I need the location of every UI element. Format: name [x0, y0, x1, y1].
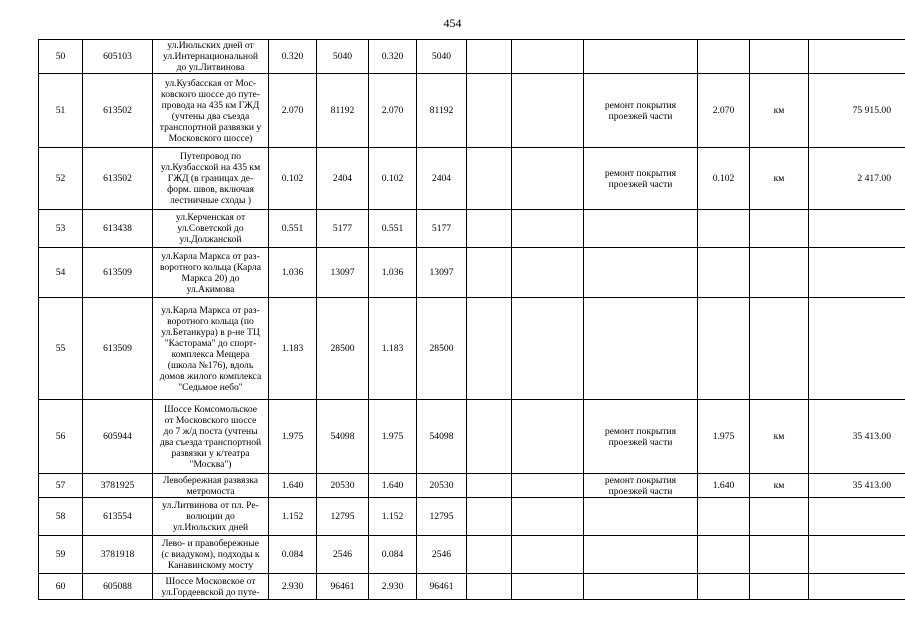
work-unit: км	[750, 74, 809, 148]
road-description: ул.Июльских дней от ул.Интернациональной до ул.Литвинова	[153, 40, 269, 74]
work-quantity: 0.102	[698, 148, 750, 210]
length-km-2: 0.551	[369, 210, 417, 248]
empty-cell	[512, 298, 584, 400]
table-row	[39, 40, 905, 74]
work-type: ремонт покрытия проезжей части	[584, 400, 698, 474]
empty-cell	[467, 536, 512, 574]
road-code: 613502	[83, 148, 153, 210]
empty-cell	[512, 148, 584, 210]
work-unit	[750, 298, 809, 400]
table-row	[39, 298, 905, 400]
area-m2-2: 5177	[417, 210, 467, 248]
road-code: 605103	[83, 40, 153, 74]
length-km: 2.930	[269, 574, 317, 600]
row-number: 60	[39, 574, 83, 600]
empty-cell	[467, 74, 512, 148]
length-km: 0.084	[269, 536, 317, 574]
row-number: 55	[39, 298, 83, 400]
length-km-2: 1.036	[369, 248, 417, 298]
road-description: ул.Литвинова от пл. Ре- волюции до ул.Июльских дней	[153, 498, 269, 536]
work-cost	[809, 536, 905, 574]
work-unit	[750, 536, 809, 574]
work-cost: 75 915.00	[809, 74, 905, 148]
area-m2: 81192	[317, 74, 369, 148]
length-km-2: 1.152	[369, 498, 417, 536]
table-row	[39, 148, 905, 210]
road-description: ул.Карла Маркса от раз- воротного кольца (по ул.Бетанкура) в р-не ТЦ "Касторама" до спорт- комплекса Мещера (школа №176), вдоль домов жилого комплекса "Седьмое небо"	[153, 298, 269, 400]
area-m2-2: 5040	[417, 40, 467, 74]
road-description: Лево- и правобережные (с виадуком), подходы к Канавинскому мосту	[153, 536, 269, 574]
road-code: 613438	[83, 210, 153, 248]
work-unit: км	[750, 474, 809, 498]
work-unit	[750, 248, 809, 298]
work-unit	[750, 210, 809, 248]
road-code: 613509	[83, 298, 153, 400]
length-km-2: 2.070	[369, 74, 417, 148]
area-m2-2: 2404	[417, 148, 467, 210]
area-m2: 2404	[317, 148, 369, 210]
length-km-2: 2.930	[369, 574, 417, 600]
area-m2-2: 54098	[417, 400, 467, 474]
road-code: 613509	[83, 248, 153, 298]
work-quantity: 2.070	[698, 74, 750, 148]
work-unit	[750, 40, 809, 74]
road-code: 3781918	[83, 536, 153, 574]
empty-cell	[512, 474, 584, 498]
work-cost	[809, 498, 905, 536]
table-row	[39, 210, 905, 248]
empty-cell	[512, 210, 584, 248]
row-number: 50	[39, 40, 83, 74]
row-number: 52	[39, 148, 83, 210]
area-m2: 5040	[317, 40, 369, 74]
work-type	[584, 40, 698, 74]
work-cost: 2 417.00	[809, 148, 905, 210]
area-m2-2: 28500	[417, 298, 467, 400]
work-type	[584, 536, 698, 574]
empty-cell	[467, 40, 512, 74]
road-code: 613554	[83, 498, 153, 536]
length-km: 1.975	[269, 400, 317, 474]
work-type	[584, 298, 698, 400]
area-m2-2: 81192	[417, 74, 467, 148]
row-number: 53	[39, 210, 83, 248]
empty-cell	[467, 400, 512, 474]
road-description: Шоссе Комсомольское от Московского шоссе до 7 ж/д поста (учтены два съезда транспортной развязки у к/театра "Москва")	[153, 400, 269, 474]
empty-cell	[467, 248, 512, 298]
work-type: ремонт покрытия проезжей части	[584, 74, 698, 148]
empty-cell	[467, 474, 512, 498]
empty-cell	[512, 498, 584, 536]
work-cost: 35 413.00	[809, 400, 905, 474]
work-quantity	[698, 298, 750, 400]
work-quantity	[698, 248, 750, 298]
work-quantity	[698, 210, 750, 248]
empty-cell	[512, 74, 584, 148]
empty-cell	[512, 574, 584, 600]
work-cost: 35 413.00	[809, 474, 905, 498]
work-unit: км	[750, 400, 809, 474]
roads-table	[38, 39, 905, 600]
area-m2: 54098	[317, 400, 369, 474]
empty-cell	[512, 40, 584, 74]
work-cost	[809, 210, 905, 248]
empty-cell	[467, 574, 512, 600]
row-number: 57	[39, 474, 83, 498]
area-m2: 96461	[317, 574, 369, 600]
row-number: 51	[39, 74, 83, 148]
length-km-2: 1.183	[369, 298, 417, 400]
area-m2: 5177	[317, 210, 369, 248]
work-type	[584, 498, 698, 536]
length-km: 1.640	[269, 474, 317, 498]
area-m2: 13097	[317, 248, 369, 298]
road-description: ул.Керченская от ул.Советской до ул.Должанской	[153, 210, 269, 248]
work-quantity	[698, 536, 750, 574]
row-number: 54	[39, 248, 83, 298]
road-description: ул.Карла Маркса от раз- воротного кольца (Карла Маркса 20) до ул.Акимова	[153, 248, 269, 298]
table-row	[39, 74, 905, 148]
empty-cell	[512, 248, 584, 298]
empty-cell	[512, 400, 584, 474]
table-row	[39, 536, 905, 574]
area-m2: 28500	[317, 298, 369, 400]
work-quantity	[698, 574, 750, 600]
empty-cell	[467, 298, 512, 400]
work-type: ремонт покрытия проезжей части	[584, 474, 698, 498]
work-type: ремонт покрытия проезжей части	[584, 148, 698, 210]
work-unit: км	[750, 148, 809, 210]
area-m2-2: 20530	[417, 474, 467, 498]
work-cost	[809, 40, 905, 74]
work-quantity: 1.975	[698, 400, 750, 474]
work-type	[584, 210, 698, 248]
length-km-2: 1.975	[369, 400, 417, 474]
work-unit	[750, 498, 809, 536]
length-km-2: 0.102	[369, 148, 417, 210]
work-quantity	[698, 40, 750, 74]
work-quantity: 1.640	[698, 474, 750, 498]
table-row	[39, 474, 905, 498]
empty-cell	[467, 498, 512, 536]
road-description: Путепровод по ул.Кузбасской на 435 км ГЖД (в границах де- форм. швов, включая лестничные сходы )	[153, 148, 269, 210]
length-km: 0.102	[269, 148, 317, 210]
length-km: 1.183	[269, 298, 317, 400]
length-km: 1.152	[269, 498, 317, 536]
road-description: Шоссе Московское от ул.Гордеевской до путе-	[153, 574, 269, 600]
length-km: 1.036	[269, 248, 317, 298]
empty-cell	[467, 148, 512, 210]
area-m2-2: 12795	[417, 498, 467, 536]
length-km-2: 0.084	[369, 536, 417, 574]
area-m2: 2546	[317, 536, 369, 574]
work-type	[584, 248, 698, 298]
table-row	[39, 400, 905, 474]
length-km: 2.070	[269, 74, 317, 148]
table-body	[39, 40, 905, 600]
road-code: 613502	[83, 74, 153, 148]
table-row	[39, 498, 905, 536]
length-km: 0.320	[269, 40, 317, 74]
area-m2: 20530	[317, 474, 369, 498]
row-number: 56	[39, 400, 83, 474]
road-description: ул.Кузбасская от Мос- ковского шоссе до путе- провода на 435 км ГЖД (учтены два съезда транспортной развязки у Московского шоссе)	[153, 74, 269, 148]
work-cost	[809, 248, 905, 298]
row-number: 58	[39, 498, 83, 536]
road-code: 3781925	[83, 474, 153, 498]
length-km-2: 1.640	[369, 474, 417, 498]
work-cost	[809, 574, 905, 600]
length-km-2: 0.320	[369, 40, 417, 74]
empty-cell	[467, 210, 512, 248]
area-m2-2: 2546	[417, 536, 467, 574]
work-cost	[809, 298, 905, 400]
area-m2: 12795	[317, 498, 369, 536]
road-description: Левобережная развязка метромоста	[153, 474, 269, 498]
area-m2-2: 13097	[417, 248, 467, 298]
length-km: 0.551	[269, 210, 317, 248]
road-code: 605944	[83, 400, 153, 474]
table-row	[39, 248, 905, 298]
work-quantity	[698, 498, 750, 536]
table-row	[39, 574, 905, 600]
road-code: 605088	[83, 574, 153, 600]
page-number: 454	[443, 16, 462, 30]
work-unit	[750, 574, 809, 600]
area-m2-2: 96461	[417, 574, 467, 600]
empty-cell	[512, 536, 584, 574]
row-number: 59	[39, 536, 83, 574]
work-type	[584, 574, 698, 600]
